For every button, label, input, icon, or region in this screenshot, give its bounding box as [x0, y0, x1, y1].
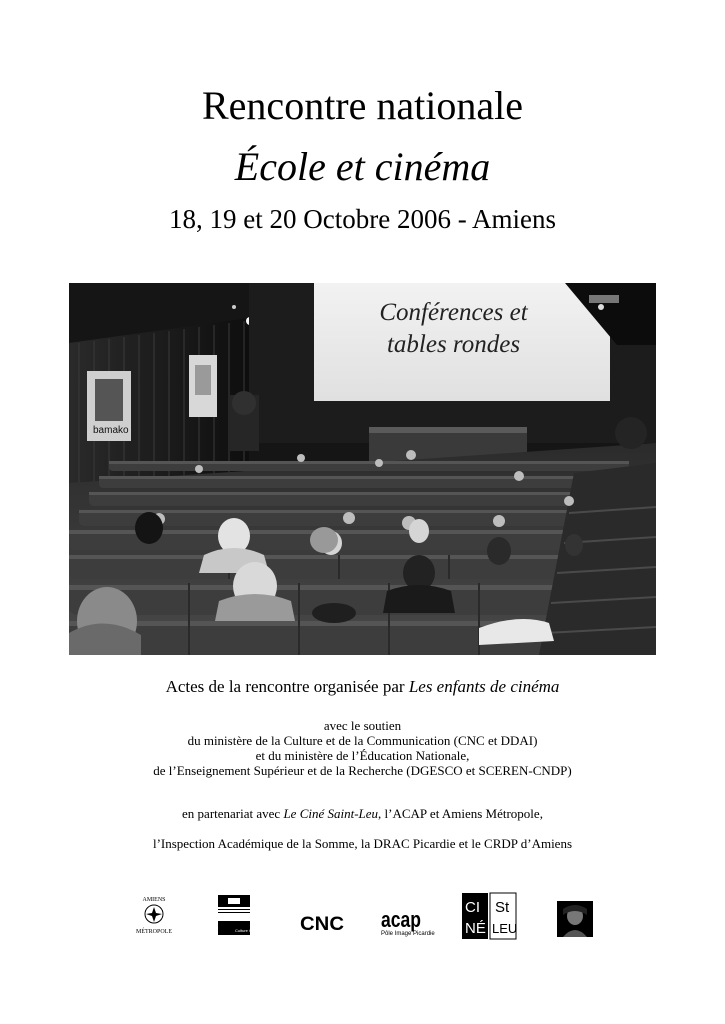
soutien-line-4: de l’Enseignement Supérieur et de la Recherche (DGESCO et SCEREN-CNDP) [153, 763, 572, 778]
soutien-line-1: avec le soutien [323, 718, 402, 733]
acap-logo-text: acap [381, 907, 421, 932]
event-dates: 18, 19 et 20 Octobre 2006 - Amiens [169, 204, 556, 234]
partenariat-suffix: , l’ACAP et Amiens Métropole, [378, 806, 543, 821]
soutien-line-3: et du ministère de l’Éducation Nationale, [255, 748, 470, 763]
poster-text: bamako [93, 425, 129, 436]
title-line-2: École et cinéma [234, 144, 491, 189]
title-line-1: Rencontre nationale [202, 83, 523, 128]
actes-prefix: Actes de la rencontre organisée par [165, 677, 409, 696]
cine-logo-right-bottom: LEU [492, 921, 518, 936]
ministere-culture-logo [218, 895, 277, 937]
cine-logo-right-top: St [495, 899, 510, 916]
soutien-line-2: du ministère de la Culture et de la Communication (CNC et DDAI) [187, 733, 538, 748]
enfants-de-cinema-logo [557, 901, 593, 937]
amiens-metropole-logo [133, 893, 175, 935]
cnc-logo [300, 913, 346, 933]
actes-line [0, 676, 725, 698]
cinema-photo [69, 283, 656, 655]
actes-organizer: Les enfants de cinéma [408, 677, 560, 696]
partenariat-line-1 [0, 806, 725, 822]
screen-caption [331, 297, 576, 361]
partenariat-cine: Le Ciné Saint-Leu [283, 806, 379, 821]
ministere-logo-text: Culture Communication [235, 928, 277, 933]
acap-logo [381, 908, 441, 938]
amiens-logo-bottom: MÉTROPOLE [136, 929, 172, 935]
cine-logo-left-bottom: NÉ [465, 920, 486, 937]
partenariat-line-2: l’Inspection Académique de la Somme, la DRAC Picardie et le CRDP d’Amiens [152, 836, 573, 851]
cine-logo-left-top: CI [465, 899, 480, 916]
cnc-logo-text: CNC [300, 914, 345, 935]
acap-logo-sub: Pôle Image Picardie [381, 931, 435, 937]
screen-caption-line-2: tables rondes [386, 331, 521, 358]
screen-caption-line-1: Conférences et [379, 299, 528, 326]
amiens-logo-top: AMIENS [142, 897, 166, 903]
partenariat-prefix: en partenariat avec [182, 806, 284, 821]
soutien-block [0, 718, 725, 778]
cine-saint-leu-logo [462, 893, 516, 939]
